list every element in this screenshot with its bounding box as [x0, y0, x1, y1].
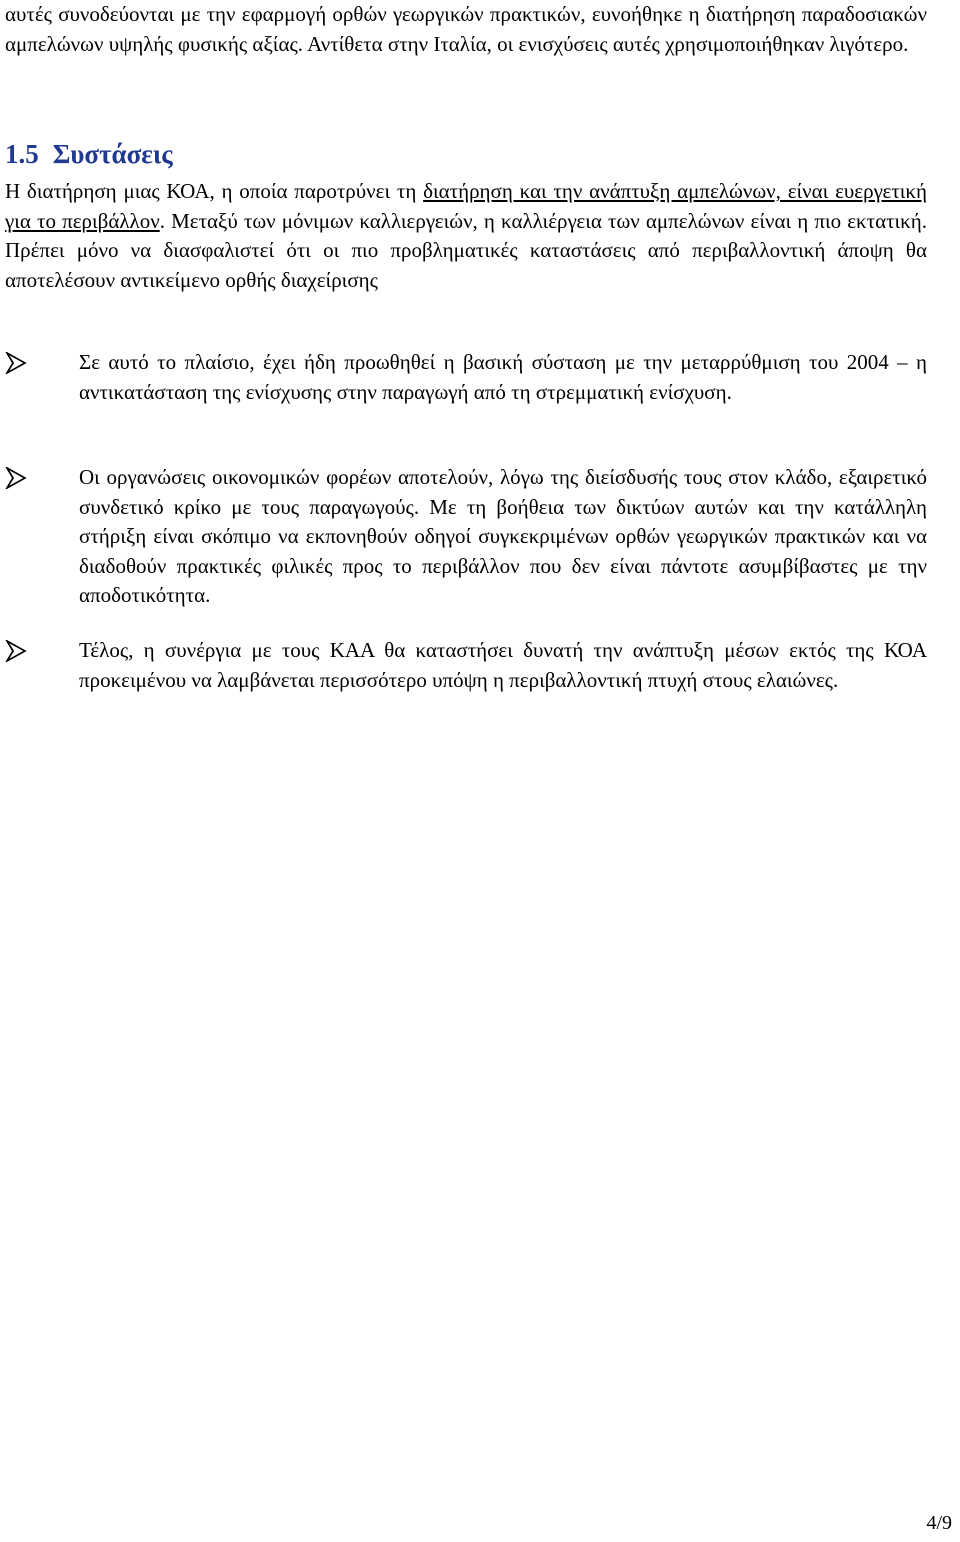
paragraph-end: . Μεταξύ των μόνιμων καλλιεργειών, η καλλιέργεια των αμπελώνων είναι η πιο εκτατική. Πρέπει μόνο να διασφαλιστεί ότι οι πιο προβληματικές καταστάσεις από περιβαλλοντική άποψη θα αποτελέσουν αντικείμενο ορθής διαχείρισης	[5, 208, 927, 292]
page-number: 4/9	[926, 1512, 952, 1534]
arrowhead-bullet-icon	[5, 352, 27, 374]
arrowhead-bullet-icon	[5, 467, 27, 489]
underlined-phrase: διατήρηση και την ανάπτυξη αμπελώνων, είναι ευεργετική για το περιβάλλον	[5, 179, 927, 233]
section-number: 1.5	[5, 139, 39, 169]
bullet-text: Σε αυτό το πλαίσιο, έχει ήδη προωθηθεί η βασική σύσταση με την μεταρρύθμιση του 2004 – η αντικατάσταση της ενίσχυσης στην παραγωγή από τη στρεμματική ενίσχυση.	[79, 350, 927, 404]
arrowhead-bullet-icon	[5, 640, 27, 662]
bullet-item	[0, 463, 927, 611]
bullet-text: Τέλος, η συνέργια με τους ΚΑΑ θα καταστήσει δυνατή την ανάπτυξη μέσων εκτός της ΚΟΑ προκειμένου να λαμβάνεται περισσότερο υπόψη η περιβαλλοντική πτυχή στους ελαιώνες.	[79, 638, 927, 692]
bullet-text: Οι οργανώσεις οικονομικών φορέων αποτελούν, λόγω της διείσδυσής τους στον κλάδο, εξαιρετικό συνδετικό κρίκο με τους παραγωγούς. Με τη βοήθεια των δικτύων αυτών και την κατάλληλη στήριξη είναι σκόπιμο να εκπονηθούν οδηγοί συγκεκριμένων ορθών γεωργικών πρακτικών και να διαδοθούν πρακτικές φιλικές προς το περιβάλλον που δεν είναι πάντοτε ασυμβίβαστες με την αποδοτικότητα.	[79, 465, 927, 607]
recommendations-paragraph	[5, 177, 927, 295]
bullet-item	[0, 348, 927, 407]
intro-paragraph: αυτές συνοδεύονται με την εφαρμογή ορθών γεωργικών πρακτικών, ευνοήθηκε η διατήρηση παραδοσιακών αμπελώνων υψηλής φυσικής αξίας. Αντίθετα στην Ιταλία, οι ενισχύσεις αυτές χρησιμοποιήθηκαν λιγότερο.	[5, 2, 927, 56]
paragraph-start: Η διατήρηση μιας ΚΟΑ, η οποία παροτρύνει τη	[5, 179, 424, 203]
section-heading	[5, 137, 173, 171]
bullet-item	[0, 636, 927, 695]
section-title: Συστάσεις	[52, 139, 173, 169]
